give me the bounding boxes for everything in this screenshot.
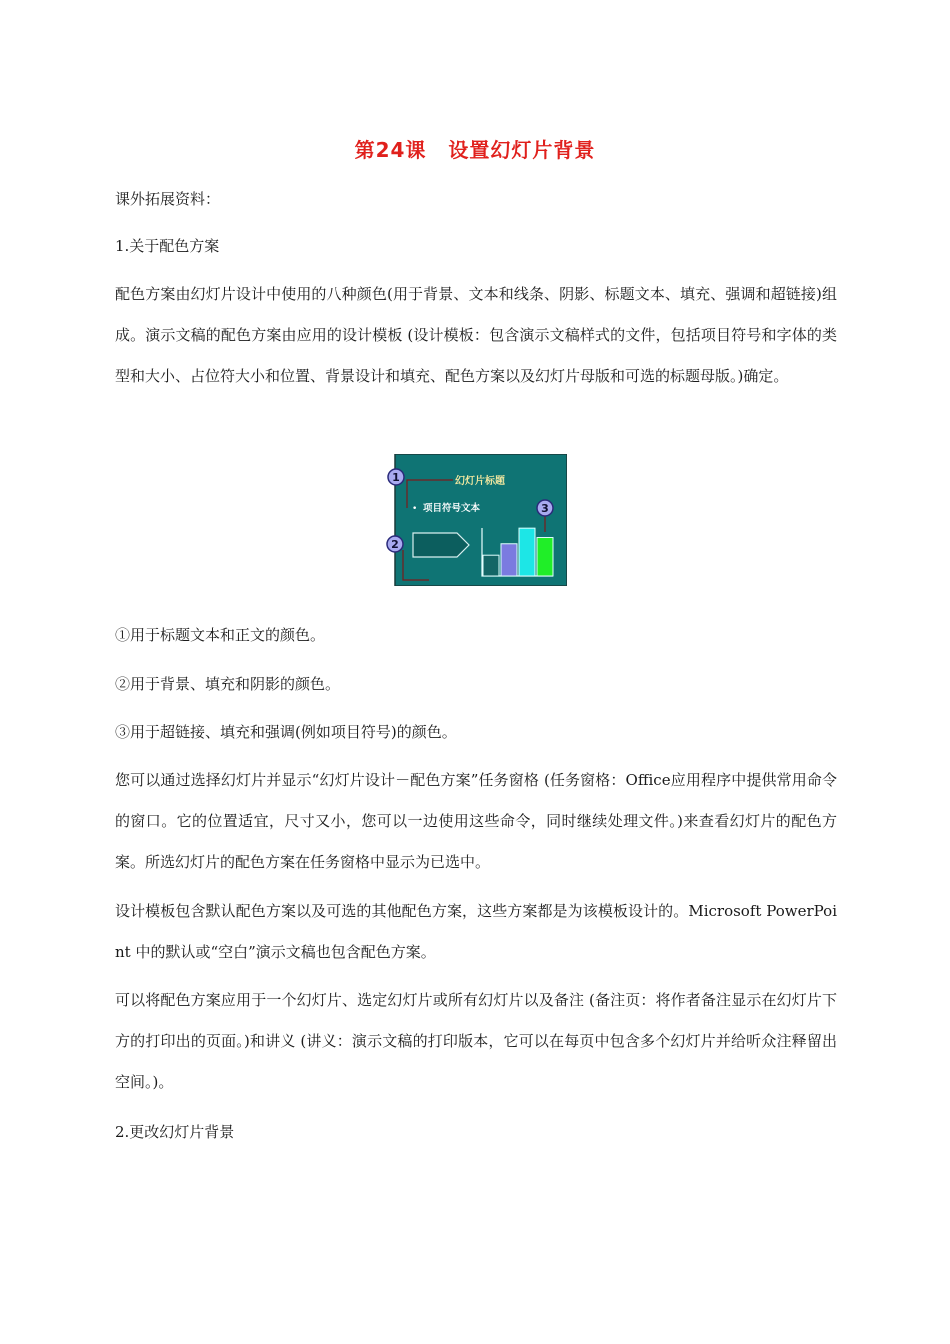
- chart-bar-1: [483, 555, 499, 576]
- paragraph-design-template: 设计模板包含默认配色方案以及可选的其他配色方案，这些方案都是为该模板设计的。Microsoft PowerPoint 中的默认或“空白”演示文稿也包含配色方案。: [115, 902, 837, 961]
- chart-bar-3: [519, 528, 535, 576]
- lesson-number: 第24课: [354, 138, 427, 162]
- slide-title-text: 幻灯片标题: [455, 476, 505, 487]
- paragraph-apply-scheme: 可以将配色方案应用于一个幻灯片、选定幻灯片或所有幻灯片以及备注 (备注页：将作者备注显示在幻灯片下方的打印出的页面。)和讲义 (讲义：演示文稿的打印版本，它可以在每页中包含多个幻灯片并给听众注释留出空间。)。: [115, 991, 837, 1091]
- note-3: ③用于超链接、填充和强调(例如项目符号)的颜色。: [115, 723, 457, 741]
- svg-text:1: 1: [392, 471, 400, 484]
- color-scheme-figure: [383, 454, 567, 586]
- callout-1: [388, 469, 404, 485]
- callout-2: [387, 536, 403, 552]
- paragraph-task-pane: 您可以通过选择幻灯片并显示“幻灯片设计－配色方案”任务窗格 (任务窗格：Office应用程序中提供常用命令的窗口。它的位置适宜，尺寸又小，您可以一边使用这些命令，同时继续处理文件。)来查看幻灯片的配色方案。所选幻灯片的配色方案在任务窗格中显示为已选中。: [115, 771, 837, 871]
- paragraph-color-scheme: 配色方案由幻灯片设计中使用的八种颜色(用于背景、文本和线条、阴影、标题文本、填充、强调和超链接)组成。演示文稿的配色方案由应用的设计模板 (设计模板：包含演示文稿样式的文件，包括项目符号和字体的类型和大小、占位符大小和位置、背景设计和填充、配色方案以及幻灯片母版和可选的标题母版。)确定。: [115, 285, 837, 385]
- section-1-heading: 1.关于配色方案: [115, 237, 220, 255]
- bullet-glyph: •: [412, 504, 418, 514]
- svg-text:2: 2: [391, 538, 399, 551]
- callout-3: [537, 500, 553, 516]
- intro-label: 课外拓展资料：: [115, 190, 221, 208]
- section-2-heading: 2.更改幻灯片背景: [115, 1123, 235, 1141]
- arrow-shape: [413, 533, 469, 557]
- page-title: [0, 134, 950, 163]
- chart-bar-4: [537, 538, 553, 576]
- chart-bar-2: [501, 544, 517, 576]
- svg-text:3: 3: [541, 502, 549, 515]
- note-1: ①用于标题文本和正文的颜色。: [115, 626, 326, 644]
- bullet-text: 项目符号文本: [423, 503, 481, 514]
- slide-illustration: [383, 454, 567, 586]
- lesson-topic: 设置幻灯片背景: [448, 138, 596, 162]
- note-2: ②用于背景、填充和阴影的颜色。: [115, 675, 341, 693]
